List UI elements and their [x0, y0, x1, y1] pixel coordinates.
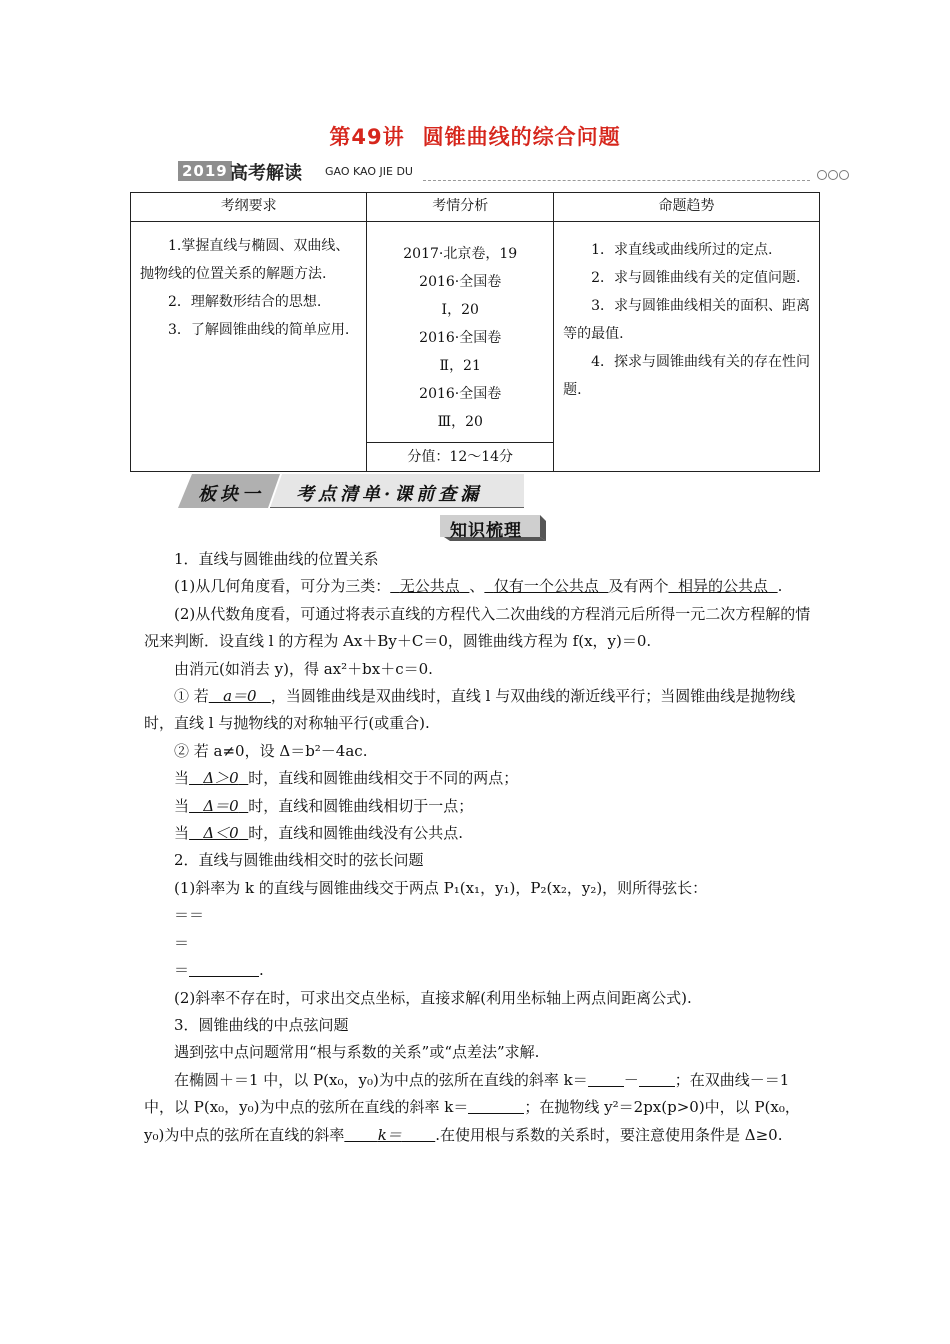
answer-blank: 相异的公共点 [678, 577, 769, 596]
analysis-line: Ⅱ，21 [439, 358, 481, 374]
header-analysis: 考情分析 [367, 193, 554, 222]
lecture-number: 第49讲 [329, 125, 405, 149]
table-header-row [131, 193, 820, 222]
paragraph-case-a-zero: ① 若 a＝0 ，当圆锥曲线是双曲线时，直线 l 与双曲线的渐近线平行；当圆锥曲线是抛物线时，直线 l 与抛物线的对称轴平行(或重合). [144, 687, 796, 733]
paragraph-chord-length: (1)斜率为 k 的直线与圆锥曲线交于两点 P₁(x₁，y₁)，P₂(x₂，y₂)，则所得弦长： [174, 878, 708, 897]
knowledge-content [144, 546, 812, 1149]
heading-2: 2．直线与圆锥曲线相交时的弦长问题 [174, 851, 424, 870]
equation-line: ＝＝ [174, 906, 205, 925]
analysis-line: Ⅲ，20 [437, 414, 483, 430]
section-label: 板块一 [198, 484, 264, 505]
banner-en-label: GAO KAO JIE DU [325, 165, 413, 178]
header-requirements: 考纲要求 [131, 193, 367, 222]
paragraph-vertical-slope: (2)斜率不存在时，可求出交点坐标，直接求解(利用坐标轴上两点间距离公式). [174, 988, 692, 1007]
trends-cell [554, 222, 820, 472]
paragraph-delta-negative: 当 Δ＜0 时，直线和圆锥曲线没有公共点. [174, 824, 464, 843]
equation-line: ＝ [174, 933, 190, 952]
answer-blank [639, 1070, 675, 1087]
answer-blank: a＝0 [223, 687, 257, 706]
score-range: 分值：12～14分 [367, 442, 553, 471]
trend-item: 2．求与圆锥曲线有关的定值问题. [591, 270, 801, 286]
knowledge-banner-label: 知识梳理 [450, 521, 522, 541]
lecture-topic: 圆锥曲线的综合问题 [422, 125, 621, 149]
banner-divider [423, 180, 810, 181]
table-row [131, 222, 820, 472]
paragraph-midpoint-methods: 遇到弦中点问题常用“根与系数的关系”或“点差法”求解. [174, 1043, 540, 1062]
exam-analysis-banner [178, 160, 850, 184]
paragraph-case-a-nonzero: ② 若 a≠0，设 Δ＝b²－4ac. [174, 741, 368, 760]
trend-item: 4．探求与圆锥曲线有关的存在性问题. [563, 354, 810, 398]
exam-info-table [130, 192, 820, 472]
paragraph-midpoint-slopes: 在椭圆＋＝1 中，以 P(x₀，y₀)为中点的弦所在直线的斜率 k＝ － ；在双曲线－＝1 中，以 P(x₀，y₀)为中点的弦所在直线的斜率 k＝ ；在抛物线 y²＝2px(p>0)中，以 P(x₀，y₀)为中点的弦所在直线的斜率 k＝ .在使用根与系数的关系时，要注意使用条件是 Δ≥0. [144, 1070, 800, 1144]
banner-year: 2019 [178, 161, 232, 181]
paragraph-delta-zero: 当 Δ＝0 时，直线和圆锥曲线相切于一点； [174, 796, 474, 815]
analysis-cell [367, 222, 554, 472]
requirement-item: 2．理解数形结合的思想. [168, 294, 322, 310]
answer-blank: Δ＝0 [203, 796, 239, 815]
analysis-line: 2016·全国卷 [419, 274, 502, 290]
requirement-item: 3．了解圆锥曲线的简单应用. [168, 322, 350, 338]
paragraph-algebra: (2)从代数角度看，可通过将表示直线的方程代入二次曲线的方程消元后所得一元二次方程解的情况来判断．设直线 l 的方程为 Ax＋By＋C＝0，圆锥曲线方程为 f(x，y)＝0. [144, 604, 811, 651]
requirements-cell [131, 222, 367, 472]
page-title [0, 121, 950, 151]
heading-1: 1．直线与圆锥曲线的位置关系 [174, 550, 379, 568]
analysis-line: Ⅰ，20 [441, 302, 479, 318]
paragraph-geometry: (1)从几何角度看，可分为三类： 无公共点 、 仅有一个公共点 及有两个 相异的公共点 . [174, 577, 783, 596]
requirement-item: 1.掌握直线与椭圆、双曲线、抛物线的位置关系的解题方法. [140, 238, 350, 282]
answer-blank [588, 1070, 624, 1087]
header-trends: 命题趋势 [554, 193, 820, 222]
banner-cn-label: 高考解读 [230, 163, 302, 184]
answer-blank: 仅有一个公共点 [493, 577, 599, 596]
trend-item: 3．求与圆锥曲线相关的面积、距离等的最值. [563, 298, 810, 342]
section-title: 考点清单·课前查漏 [296, 484, 483, 505]
analysis-line: 2016·全国卷 [419, 386, 502, 402]
analysis-line: 2017·北京卷，19 [403, 246, 518, 262]
paragraph-elimination: 由消元(如消去 y)，得 ax²＋bx＋c＝0. [174, 659, 433, 678]
paragraph-delta-positive: 当 Δ＞0 时，直线和圆锥曲线相交于不同的两点； [174, 769, 519, 788]
answer-blank: Δ＞0 [203, 769, 239, 788]
decor-dots-icon [816, 165, 850, 177]
answer-blank: 无公共点 [399, 577, 460, 596]
answer-blank [468, 1097, 524, 1114]
heading-3: 3．圆锥曲线的中点弦问题 [174, 1015, 349, 1034]
answer-blank: Δ＜0 [203, 824, 239, 843]
answer-blank: k＝ [377, 1125, 402, 1144]
equation-line: ＝ . [174, 961, 264, 980]
answer-blank [189, 960, 259, 977]
section-banner [178, 474, 524, 508]
trend-item: 1．求直线或曲线所过的定点. [591, 242, 773, 258]
analysis-line: 2016·全国卷 [419, 330, 502, 346]
knowledge-banner [440, 513, 546, 541]
